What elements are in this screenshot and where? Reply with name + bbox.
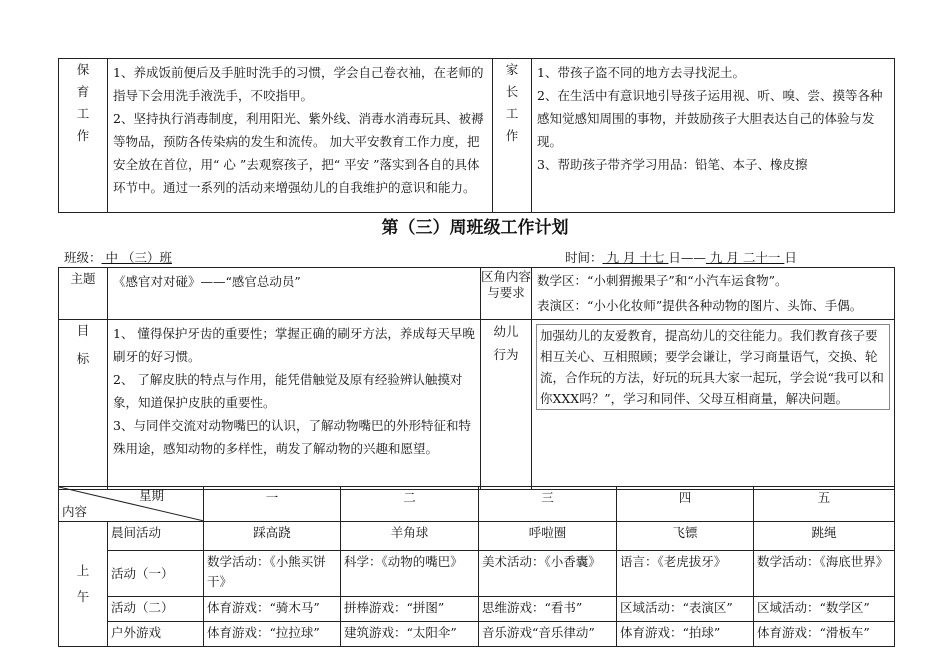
page-title: 第（三）周班级工作计划 <box>381 218 569 238</box>
schedule-cell: 思维游戏：“看书” <box>479 597 617 622</box>
schedule-cell: 体育游戏：“滑板车” <box>754 622 895 647</box>
morning-label-char: 午 <box>76 589 90 604</box>
table-row <box>59 551 895 597</box>
care-work-table <box>58 58 895 213</box>
class-line <box>64 248 172 266</box>
area-label: 区角内容与要求 <box>481 268 532 320</box>
goal-item: 2、 了解皮肤的特点与作用，能凭借触觉及原有经验辨认触摸对象，知道保护皮肤的重要性。 <box>113 372 463 410</box>
schedule-cell: 美术活动：《小香囊》 <box>479 551 617 597</box>
schedule-cell: 飞镖 <box>617 522 754 551</box>
care-work-label <box>59 59 108 213</box>
day-header: 五 <box>754 487 895 522</box>
schedule-table <box>58 486 895 647</box>
parent-paragraph: 2、在生活中有意识地引导孩子运用视、听、嗅、尝、摸等各种感知觉感知周围的事物，并鼓励孩子大胆表达自己的体验与发现。 <box>537 88 883 149</box>
goal-item: 1、 懂得保护牙齿的重要性；掌握正确的刷牙方法，养成每天早晚刷牙的好习惯。 <box>113 326 475 364</box>
care-paragraph: 1、养成饭前便后及手脏时洗手的习惯，学会自己卷衣袖，在老师的指导下会用洗手液洗手，不咬指甲。 <box>113 65 484 103</box>
row-label: 晨间活动 <box>108 522 204 551</box>
day-header: 三 <box>479 487 617 522</box>
care-paragraph: 2、坚持执行消毒制度，利用阳光、紫外线、消毒水消毒玩具、被褥等物品，预防各传染病的发生和流传。 加大平安教育工作力度，把安全放在首位，用“ 心 ”去观察孩子，把“ 平安 ”落实到各自的具体环节中。通过一系列的活动来增强幼儿的自我维护的意识和能力。 <box>113 111 484 195</box>
care-label-char: 育 <box>76 84 90 99</box>
care-label-char: 保 <box>76 62 90 77</box>
schedule-cell: 数学活动：《小熊买饼干》 <box>204 551 341 597</box>
care-label-char: 工 <box>76 106 90 121</box>
class-label: 班级： <box>64 250 102 265</box>
goal-content <box>108 320 481 490</box>
schedule-cell: 跳绳 <box>754 522 895 551</box>
schedule-cell: 呼啦圈 <box>479 522 617 551</box>
schedule-cell: 体育游戏：“拍球” <box>617 622 754 647</box>
goal-label-char: 标 <box>76 351 90 366</box>
care-label-char: 作 <box>76 128 90 143</box>
area-item: 数学区：“小刺猬搬果子”和“小汽车运食物”。 <box>537 273 788 288</box>
area-content <box>532 268 895 320</box>
schedule-cell: 区域活动：“数学区” <box>754 597 895 622</box>
time-line <box>565 248 797 266</box>
parent-paragraph: 1、带孩子盗不同的地方去寻找泥土。 <box>537 65 745 80</box>
time-day-start: 十七 <box>639 250 669 265</box>
schedule-cell: 数学活动：《海底世界》 <box>754 551 895 597</box>
schedule-cell: 踩高跷 <box>204 522 341 551</box>
goal-label-char: 目 <box>76 323 90 338</box>
theme-content: 《感官对对碰》——“感官总动员” <box>108 268 481 320</box>
schedule-cell: 音乐游戏“音乐律动” <box>479 622 617 647</box>
schedule-cell: 体育游戏：“骑木马” <box>204 597 341 622</box>
plan-table <box>58 267 895 490</box>
row-label: 活动（一） <box>108 551 204 597</box>
behavior-label <box>481 320 532 490</box>
schedule-cell: 体育游戏：“拉拉球” <box>204 622 341 647</box>
parent-work-label <box>493 59 532 213</box>
day-header: 二 <box>341 487 479 522</box>
time-label: 时间： <box>565 250 603 265</box>
behavior-label-line: 行为 <box>493 347 519 362</box>
table-row <box>59 622 895 647</box>
parent-label-char: 工 <box>505 106 519 121</box>
goal-item: 3、与同伴交流对动物嘴巴的认识，了解动物嘴巴的外形特征和特殊用途，感知动物的多样性，萌发了解动物的兴趣和愿望。 <box>113 418 471 456</box>
schedule-cell: 拼棒游戏：“拼图” <box>341 597 479 622</box>
parent-label-char: 作 <box>505 128 519 143</box>
day-header: 四 <box>617 487 754 522</box>
header-content: 内容 <box>62 504 88 519</box>
row-label: 户外游戏 <box>108 622 204 647</box>
morning-label <box>59 522 108 647</box>
behavior-label-line: 幼儿 <box>493 324 519 339</box>
area-item: 表演区：“小小化妆师”提供各种动物的图片、头饰、手偶。 <box>537 298 863 313</box>
time-separator: 日—— <box>668 250 706 265</box>
table-row <box>59 522 895 551</box>
goal-label <box>59 320 108 490</box>
schedule-cell: 羊角球 <box>341 522 479 551</box>
morning-label-char: 上 <box>76 563 90 578</box>
parent-label-char: 家 <box>505 62 519 77</box>
parent-label-char: 长 <box>505 84 519 99</box>
time-month-start: 九 月 <box>602 250 640 265</box>
row-label: 活动（二） <box>108 597 204 622</box>
parent-paragraph: 3、帮助孩子带齐学习用品：铅笔、本子、橡皮擦 <box>537 157 808 172</box>
behavior-content: 加强幼儿的友爱教育，提高幼儿的交往能力。我们教育孩子要相互关心、互相照顾；要学会谦让，学习商量语气，交换、轮流，合作玩的方法，好玩的玩具大家一起玩，学会说“我可以和你XXX吗？”，学习和同伴、父母互相商量，解决问题。 <box>536 324 890 410</box>
behavior-cell <box>532 320 895 490</box>
care-work-content <box>108 59 493 213</box>
day-header: 一 <box>204 487 341 522</box>
schedule-cell: 建筑游戏：“太阳伞” <box>341 622 479 647</box>
header-diagonal-cell <box>59 487 204 522</box>
class-value: 中 （三）班 <box>101 250 172 265</box>
table-row <box>59 597 895 622</box>
schedule-cell: 语言：《老虎拔牙》 <box>617 551 754 597</box>
schedule-cell: 区域活动：“表演区” <box>617 597 754 622</box>
schedule-cell: 科学：《动物的嘴巴》 <box>341 551 479 597</box>
time-day-end: 二十一 <box>742 250 785 265</box>
header-week: 星期 <box>139 488 165 503</box>
parent-work-content <box>532 59 895 213</box>
time-day-suffix: 日 <box>784 250 797 265</box>
time-month-end: 九 月 <box>705 250 743 265</box>
theme-label: 主题 <box>59 268 108 320</box>
